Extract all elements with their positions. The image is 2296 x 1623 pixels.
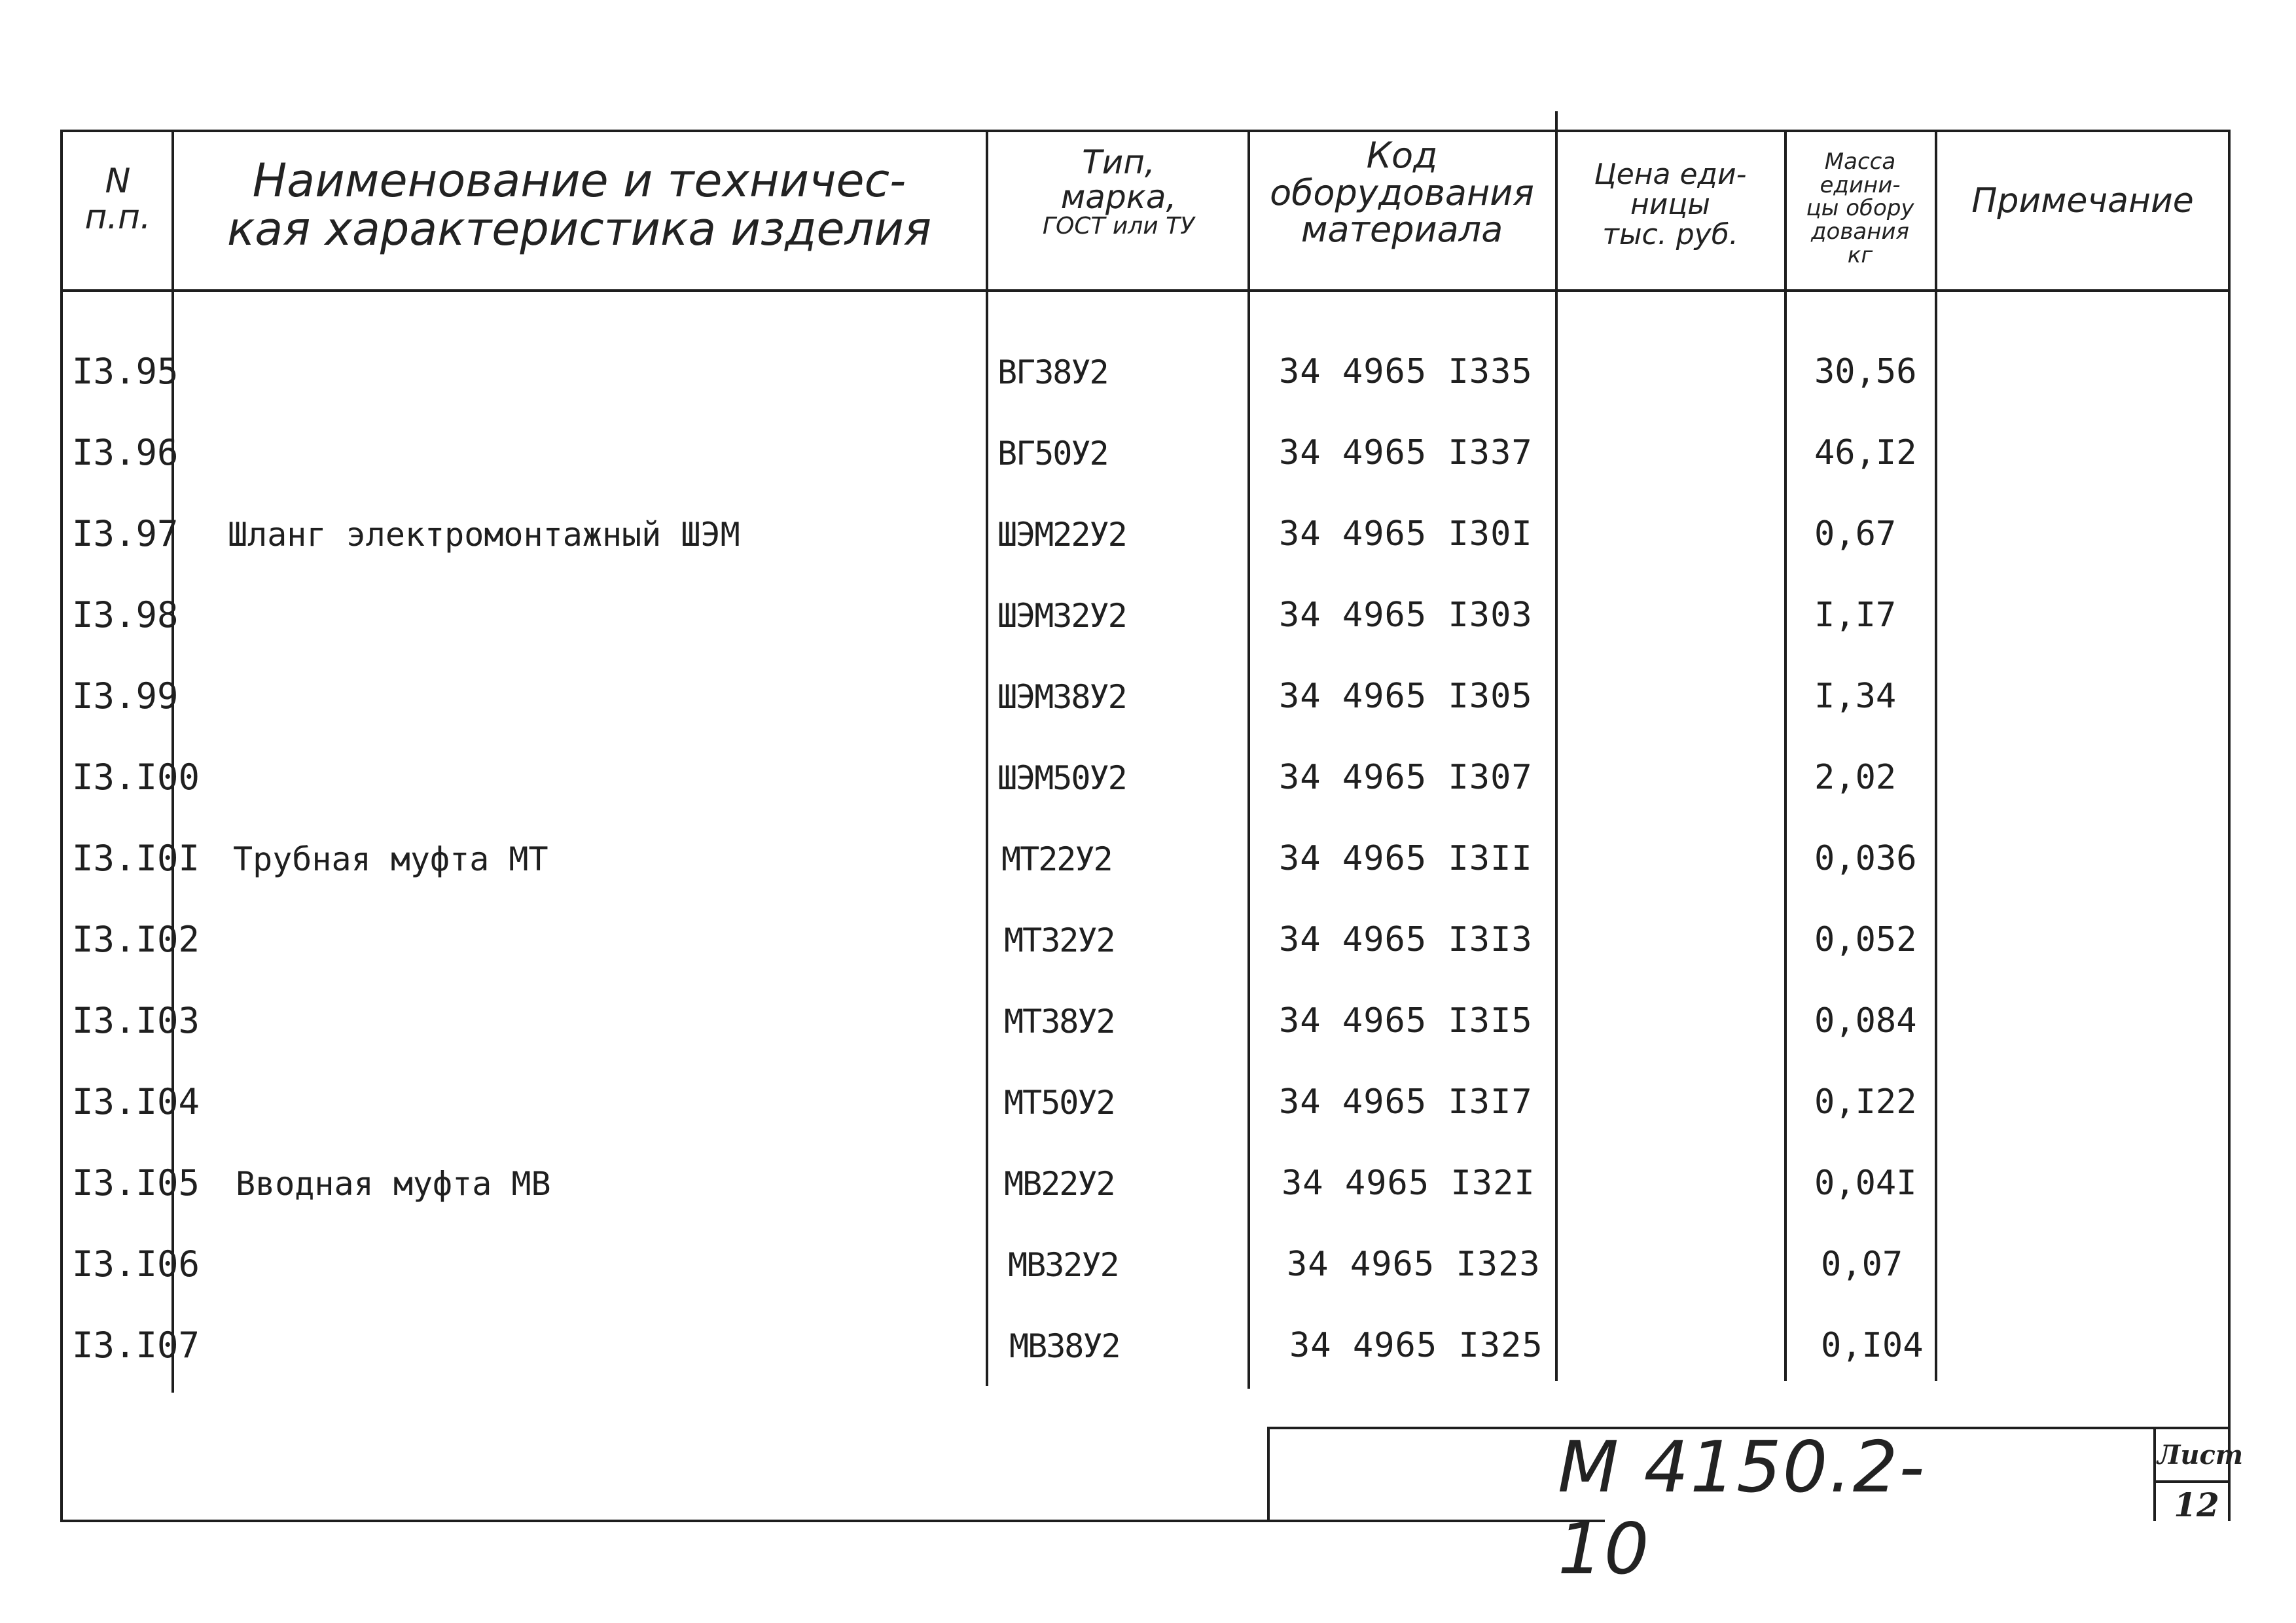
table-row-num: I3.I04 [72,1081,200,1122]
table-row-num: I3.96 [72,432,179,473]
table-row-code: 34 4965 I3I3 [1279,920,1533,959]
header-price-line-1: Цена еди- [1594,158,1747,191]
table-row-mass: 0,07 [1821,1245,1903,1284]
header-type-line-1: Тип, [1082,143,1155,181]
header-mass [1787,151,1933,267]
table-row-code: 34 4965 I32I [1282,1164,1535,1203]
table-row-type: МТ32У2 [1004,921,1115,959]
header-mass-line-5: кг [1847,241,1873,268]
stamp-sheet-divider [2153,1427,2156,1521]
table-row-type: ШЭМ50У2 [997,759,1126,797]
table-row-mass: 30,56 [1814,352,1917,391]
table-row-code: 34 4965 I3I7 [1279,1082,1533,1122]
header-mass-line-2: едини- [1820,171,1901,198]
frame-bottom-border [60,1520,1605,1522]
table-row-code: 34 4965 I323 [1287,1245,1541,1284]
sheet-label: Лист [2157,1440,2244,1471]
header-code [1251,137,1552,249]
table-row-type: ШЭМ22У2 [997,516,1126,554]
table-row-type: ВГ38У2 [997,353,1108,391]
header-name [177,154,982,256]
table-row-type: МВ22У2 [1004,1165,1115,1203]
table-row-type: ШЭМ38У2 [997,678,1126,716]
table-row-mass: 0,036 [1814,839,1917,878]
header-num-line-2: п.п. [84,197,151,237]
header-note-line-1: Примечание [1971,181,2194,221]
col-divider-code [1555,111,1558,1381]
header-code-line-3: материала [1300,209,1503,251]
table-row-num: I3.95 [72,351,179,392]
table-row-num: I3.I07 [72,1325,200,1366]
table-row-code: 34 4965 I3II [1279,839,1533,878]
table-row-type: МТ22У2 [1001,840,1112,878]
sheet-number: 12 [2174,1486,2219,1524]
table-row-num: I3.99 [72,675,179,717]
col-divider-mass [1935,130,1937,1381]
table-row-name: Трубная муфта МТ [233,840,548,878]
table-row-code: 34 4965 I335 [1279,352,1533,391]
col-divider-name [986,130,988,1386]
table-row-mass: 0,04I [1814,1164,1917,1203]
table-row-num: I3.I03 [72,1000,200,1041]
table-row-mass: 0,I04 [1821,1326,1924,1365]
table-row-mass: 0,67 [1814,514,1897,554]
header-price [1558,160,1783,251]
header-mass-line-1: Масса [1824,149,1896,175]
header-mass-line-3: цы обору [1806,195,1914,222]
stamp-left-border [1267,1427,1270,1521]
table-row-mass: 46,I2 [1814,433,1917,473]
header-code-line-2: оборудования [1270,171,1534,213]
col-divider-price [1784,130,1787,1381]
header-mass-line-4: дования [1811,219,1909,245]
table-row-num: I3.I06 [72,1243,200,1285]
table-row-type: МВ32У2 [1008,1246,1119,1284]
table-row-name: Вводная муфта МВ [236,1165,551,1203]
table-row-type: МВ38У2 [1009,1327,1120,1365]
col-divider-type [1247,130,1250,1389]
header-price-line-2: ницы [1630,188,1711,222]
table-row-mass: 0,084 [1814,1001,1917,1041]
table-row-code: 34 4965 I305 [1279,677,1533,716]
header-bottom-border [60,289,2231,292]
header-num [65,164,170,235]
table-row-mass: I,I7 [1814,596,1897,635]
table-row-code: 34 4965 I303 [1279,596,1533,635]
table-row-code: 34 4965 I30I [1279,514,1533,554]
frame-right-border [2228,130,2231,1521]
table-row-num: I3.I00 [72,757,200,798]
table-row-num: I3.I05 [72,1162,200,1204]
table-top-border [60,130,2231,132]
frame-left-border [60,130,63,1521]
table-row-num: I3.97 [72,513,179,554]
header-type [991,145,1246,239]
stamp-sheet-split [2153,1480,2231,1483]
table-row-mass: 0,I22 [1814,1082,1917,1122]
header-name-line-1: Наименование и техничес- [252,154,906,207]
header-name-line-2: кая характеристика изделия [227,202,931,256]
document-number: М 4150.2-10 [1558,1427,1926,1590]
header-price-line-3: тыс. руб. [1602,218,1738,252]
table-row-code: 34 4965 I325 [1289,1326,1543,1365]
header-note [1939,183,2227,219]
table-row-type: ВГ50У2 [997,435,1108,473]
table-row-mass: I,34 [1814,677,1897,716]
table-row-type: ШЭМ32У2 [997,597,1126,635]
header-type-line-2: марка, [1060,177,1177,216]
header-type-line-3: ГОСТ или ТУ [1042,213,1195,240]
table-row-code: 34 4965 I3I5 [1279,1001,1533,1041]
table-row-num: I3.98 [72,594,179,635]
table-row-mass: 0,052 [1814,920,1917,959]
header-num-line-1: N [105,162,131,201]
table-row-type: МТ50У2 [1004,1084,1115,1122]
table-row-code: 34 4965 I337 [1279,433,1533,473]
table-row-name: Шланг электромонтажный ШЭМ [228,516,740,554]
table-row-type: МТ38У2 [1004,1003,1115,1041]
table-row-mass: 2,02 [1814,758,1897,797]
header-code-line-1: Код [1366,135,1438,176]
table-row-num: I3.I02 [72,919,200,960]
table-row-code: 34 4965 I307 [1279,758,1533,797]
table-row-num: I3.I0I [72,838,200,879]
